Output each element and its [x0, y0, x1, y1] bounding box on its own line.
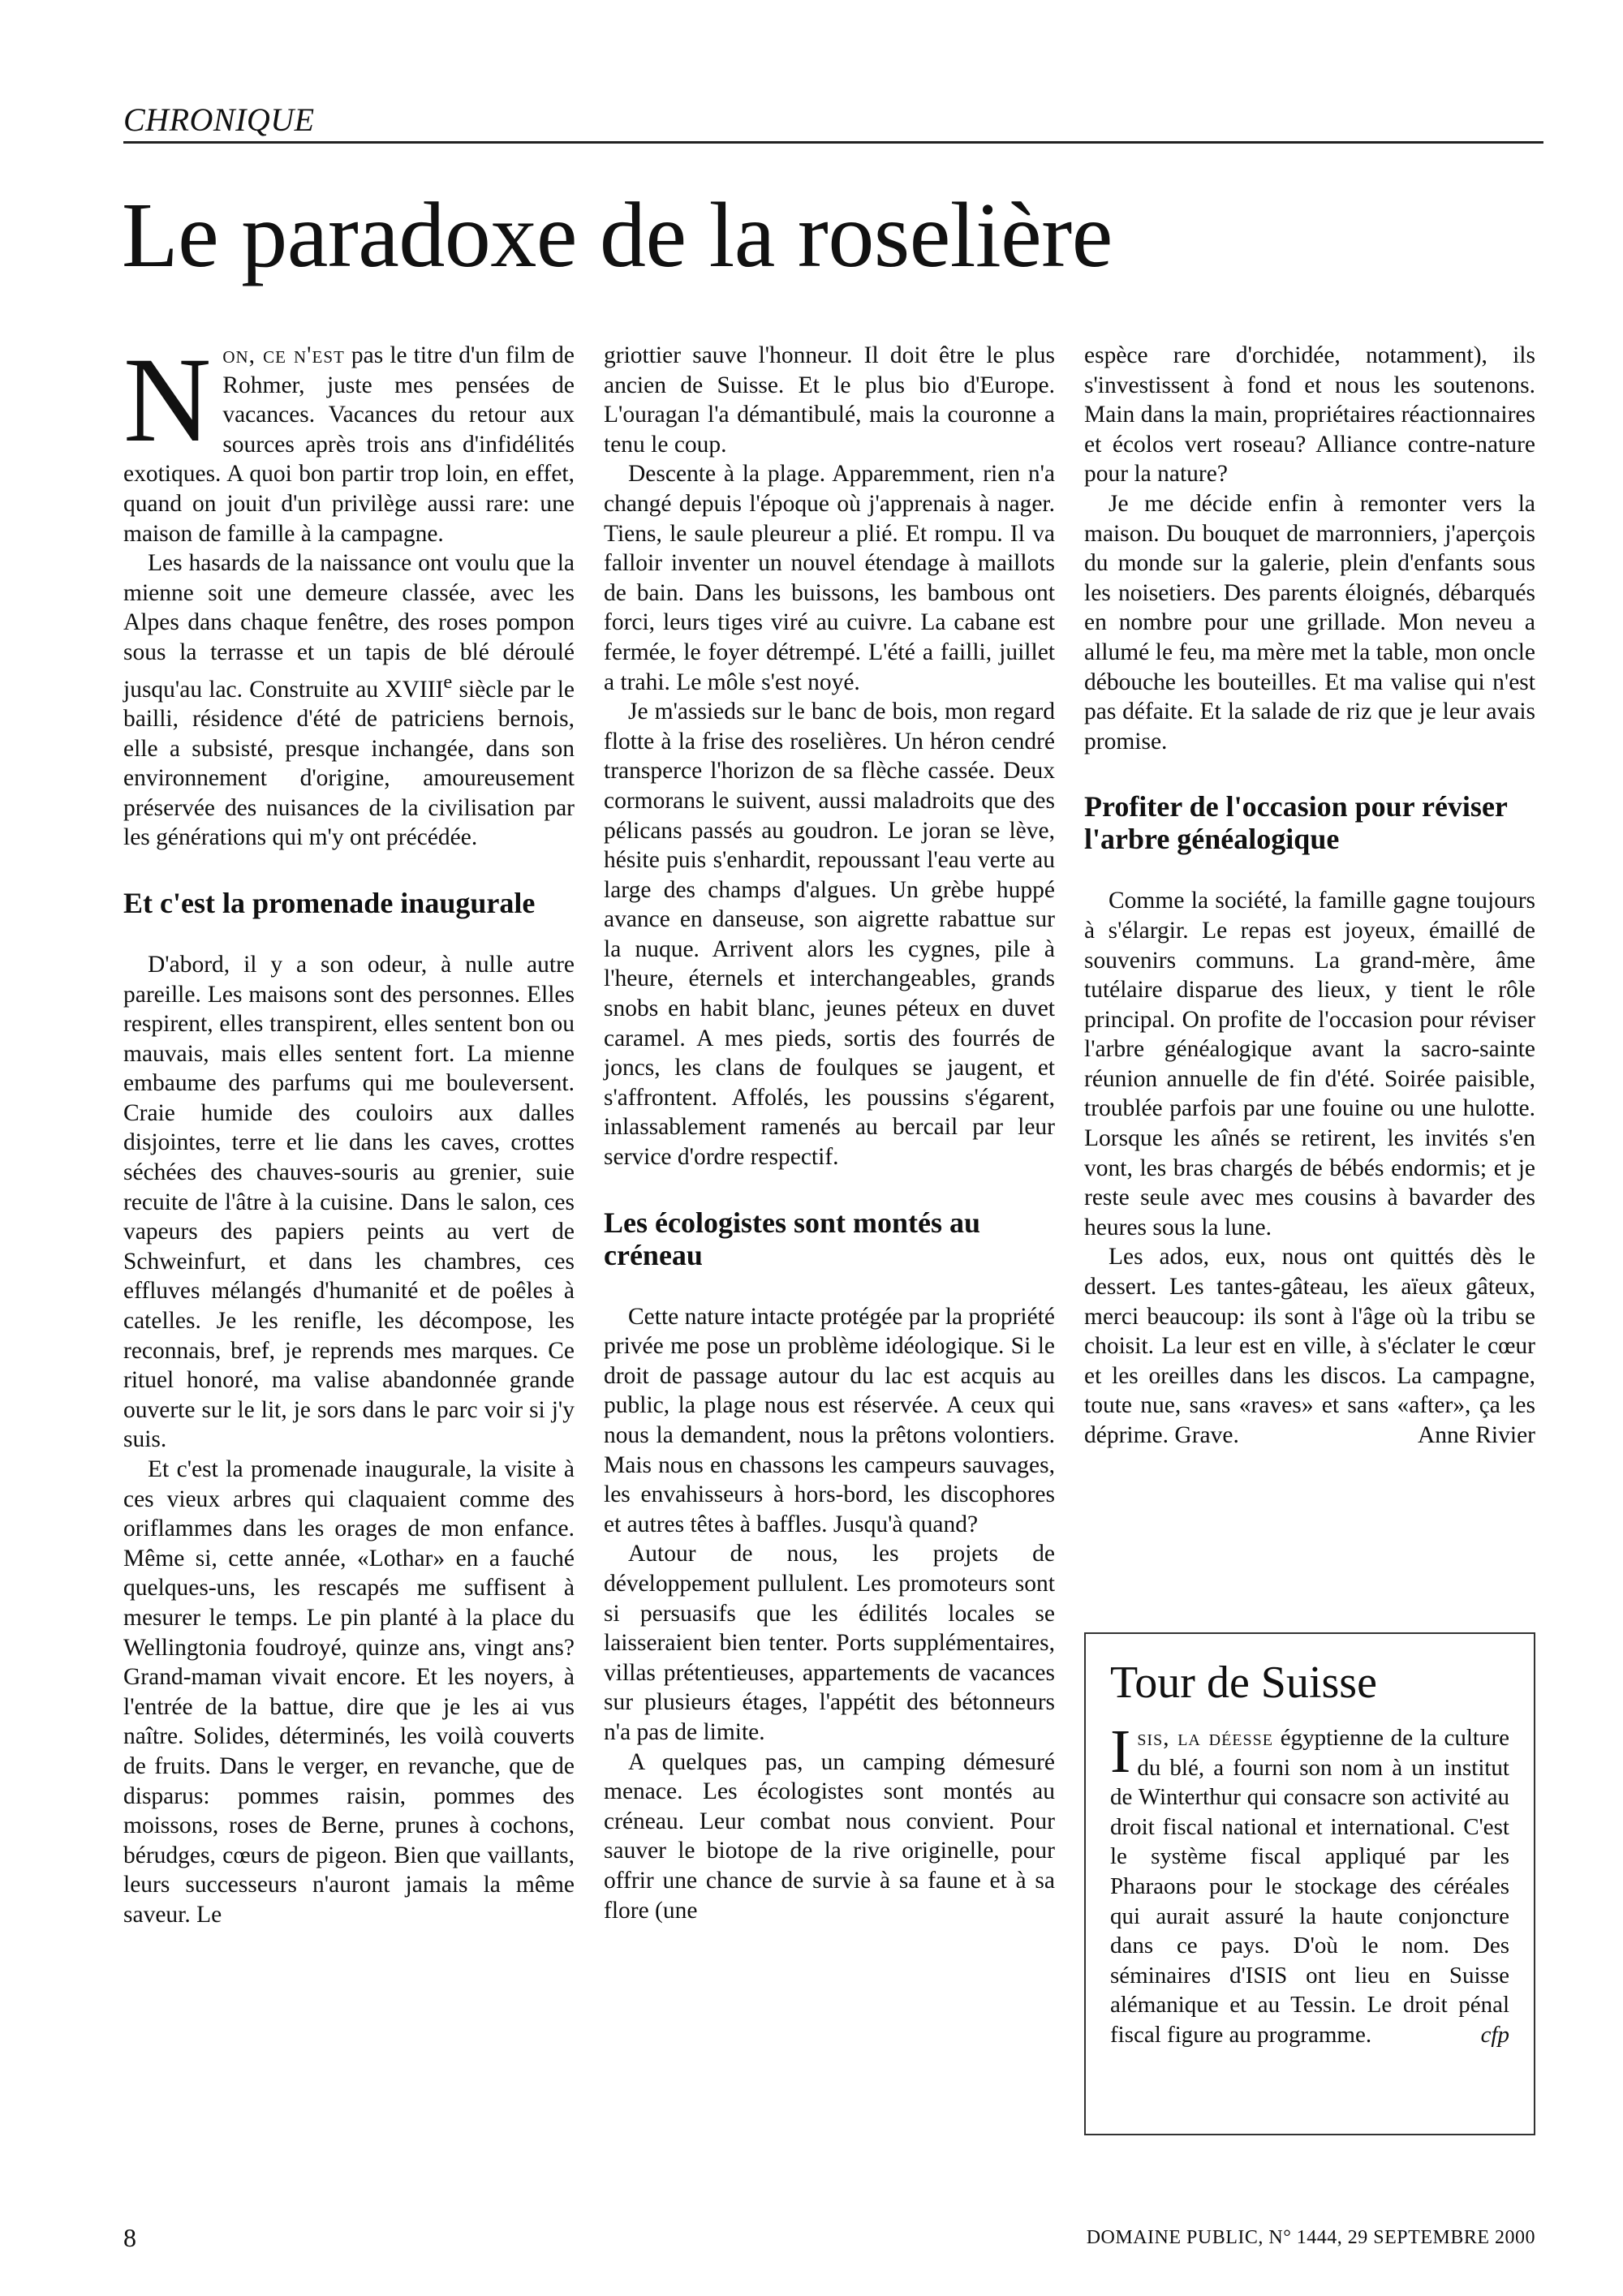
- paragraph: Je me décide enfin à remonter vers la maison. Du bouquet de marronniers, j'aperçois du monde sur la galerie, plein d'enfants sous les noisetiers. Des parents éloignés, débarqués en nombre pour une grillade. Mon neveu a allumé le feu, ma mère met la table, mon oncle débouche les bouteilles. Et ma valise qui n'est pas défaite. Et la salade de riz que je leur avais promise.: [1084, 490, 1535, 755]
- article-column-1: [123, 333, 575, 1930]
- page-number: 8: [123, 2223, 136, 2252]
- article-column-2: [604, 341, 1055, 1925]
- section-label: CHRONIQUE: [123, 101, 1543, 144]
- subheading: Les écologistes sont montés au créneau: [604, 1206, 980, 1271]
- superscript: e: [443, 670, 453, 693]
- article-headline: Le paradoxe de la roselière: [122, 183, 1113, 286]
- drop-cap: I: [1110, 1718, 1131, 1786]
- subheading: Profiter de l'occasion pour réviser l'arbre généalogique: [1084, 790, 1508, 856]
- lead-in: sis, la déesse: [1137, 1725, 1273, 1751]
- sidebar-paragraph: [1110, 1718, 1510, 2050]
- lead-in: on, ce n'est: [222, 342, 345, 368]
- paragraph: A quelques pas, un camping démesuré menace. Les écologistes sont montés au créneau. Leur combat nous convient. Pour sauver le biotope de la rive originelle, pour offrir une chance de survie à sa faune et à sa flore (une: [604, 1748, 1055, 1924]
- paragraph-text: Les ados, eux, nous ont quittés dès le dessert. Les tantes-gâteau, les aïeux gâteux, merci beaucoup: ils sont à l'âge où la tribu se choisit. La leur est en ville, à s'éclater le cœur et les oreilles dans les discos. La campagne, toute nue, sans «raves» et sans «after», ça les déprime. Grave.: [1084, 1244, 1535, 1448]
- drop-cap: N: [123, 333, 212, 467]
- paragraph: espèce rare d'orchidée, notamment), ils s'investissent à fond et nous les soutenons. Main dans la main, propriétaires réactionnaires et écolos vert roseau? Alliance contre-nature pour la nature?: [1084, 342, 1535, 488]
- paragraph: Je m'assieds sur le banc de bois, mon regard flotte à la frise des roselières. Un héron cendré transperce l'horizon de sa flèche cassée. Deux cormorans le suivent, aussi maladroits que des pélicans passés au goudron. Le joran se lève, hésite puis s'enhardit, repoussant l'eau verte au large des champs d'algues. Un grèbe huppé avance en danseuse, son aigrette rabattue sur la nuque. Arrivent alors les cygnes, pile à l'heure, éternels et interchangeables, grands snobs en habit blanc, jeunes péteux en duvet caramel. A mes pieds, sortis des fourrés de joncs, les clans de foulques se jaugent, et s'affrontent. Affolés, les poussins s'égarent, inlassablement ramenés au bercail par leur service d'ordre respectif.: [604, 699, 1055, 1171]
- paragraph-text: Les hasards de la naissance ont voulu que la mienne soit une demeure classée, avec les Alpes dans chaque fenêtre, des roses pompon sous la terrasse et un tapis de blé déroulé jusqu'au lac. Construite au XVIII: [123, 550, 575, 703]
- paragraph: Descente à la plage. Apparemment, rien n'a changé depuis l'époque où j'apprenais à nager. Tiens, le saule pleureur a plié. Et rompu. Il va falloir inventer un nouvel étendage à maillots de bain. Dans les buissons, les bambous ont forci, leurs tiges viré au cuivre. La cabane est fermée, le foyer détrempé. L'été a failli, juillet a trahi. Le môle s'est noyé.: [604, 461, 1055, 695]
- sidebar-signature: cfp: [1480, 2021, 1509, 2048]
- paragraph: Comme la société, la famille gagne toujours à s'élargir. Le repas est joyeux, émaillé de souvenirs communs. La grand-mère, âme tutélaire disparue des lieux, y tient le rôle principal. On profite de l'occasion pour réviser l'arbre généalogique avant la sacro-sainte réunion annuelle de fin d'été. Soirée paisible, troublée parfois par une fouine ou une hulotte. Lorsque les aînés se retirent, les invités s'en vont, les bras chargés de bébés endormis; et je reste seule avec mes cousins à bavarder des heures sous la lune.: [1084, 888, 1535, 1240]
- paragraph-text: pas le titre d'un film de Rohmer, juste mes pensées de vacances. Vacances du retour aux sources après trois ans d'infidélités exotiques. A quoi bon partir trop loin, en effet, quand on jouit d'un privilège aussi rare: une maison de famille à la campagne.: [123, 342, 575, 547]
- sidebar-box: [1084, 1632, 1535, 2135]
- paragraph-text: égyptienne de la culture du blé, a fourni son nom à un institut de Winterthur qui consacre son activité au droit fiscal national et international. C'est le système fiscal appliqué par les Pharaons pour le stockage des céréales qui aurait assuré la haute conjoncture dans ce pays. D'où le nom. Des séminaires d'ISIS ont lieu en Suisse alémanique et au Tessin. Le droit pénal fiscal figure au programme.: [1110, 1725, 1510, 2048]
- paragraph-text: siècle par le bailli, résidence d'été de patriciens bernois, elle a subsisté, presque inchangée, dans son environnement d'origine, amoureusement préservée des nuisances de la civilisation par les générations qui m'y ont précédée.: [123, 676, 575, 851]
- author-signature: Anne Rivier: [1417, 1422, 1535, 1448]
- article-column-3: [1084, 341, 1535, 1451]
- issue-info: DOMAINE PUBLIC, N° 1444, 29 SEPTEMBRE 2000: [1086, 2227, 1535, 2248]
- paragraph: Cette nature intacte protégée par la propriété privée me pose un problème idéologique. Si le droit de passage autour du lac est acquis au public, la plage nous est réservée. A ceux qui nous la demandent, nous la prêtons volontiers. Mais nous en chassons les campeurs sauvages, les envahisseurs à hors-bord, les discophores et autres têtes à baffles. Jusqu'à quand?: [604, 1303, 1055, 1537]
- sidebar-title: Tour de Suisse: [1110, 1658, 1377, 1708]
- paragraph: D'abord, il y a son odeur, à nulle autre pareille. Les maisons sont des personnes. Elles respirent, elles transpirent, elles sentent bon ou mauvais, mais elles sentent fort. La mienne embaume des parfums qui me bouleversent. Craie humide des couloirs aux dalles disjointes, terre et lie dans les caves, crottes séchées des chauves-souris au grenier, suie recuite de l'âtre à la cuisine. Dans le salon, ces vapeurs des papiers peints au vert de Schweinfurt, et dans les chambres, ces effluves mélangés d'humanité et de poêles à catelles. Je les renifle, les décompose, les reconnais, bref, je reprends mes marques. Ce rituel honoré, ma valise abandonnée grande ouverte sur le lit, je sors dans le parc voir si j'y suis.: [123, 951, 575, 1453]
- paragraph: Et c'est la promenade inaugurale, la visite à ces vieux arbres qui claquaient comme des oriflammes dans les orages de mon enfance. Même si, cette année, «Lothar» en a fauché quelques-uns, les rescapés me suffisent à mesurer le temps. Le pin planté à la place du Wellingtonia foudroyé, quinze ans, vingt ans? Grand-maman vivait encore. Et les noyers, à l'entrée de la battue, dire que je les ai vus naître. Solides, déterminés, les voilà couverts de fruits. Dans le verger, en revanche, que de disparus: pommes raisin, pommes des moissons, roses de Berne, prunes à cochons, bérudges, cœurs de pigeon. Bien que vaillants, leurs successeurs n'auront jamais la même saveur. Le: [123, 1456, 575, 1928]
- paragraph: griottier sauve l'honneur. Il doit être le plus ancien de Suisse. Et le plus bio d'Europe. L'ouragan l'a démantibulé, mais la couronne a tenu le coup.: [604, 342, 1055, 458]
- paragraph: [123, 333, 575, 548]
- subheading: Et c'est la promenade inaugurale: [123, 886, 536, 919]
- paragraph: Autour de nous, les projets de développement pullulent. Les promoteurs sont si persuasifs que les édilités locales se laisseraient bien tenter. Ports supplémentaires, villas prétentieuses, appartements de vacances sur plusieurs étages, l'appétit des bétonneurs n'a pas de limite.: [604, 1541, 1055, 1745]
- paragraph: [123, 548, 575, 853]
- paragraph: [1084, 1242, 1535, 1450]
